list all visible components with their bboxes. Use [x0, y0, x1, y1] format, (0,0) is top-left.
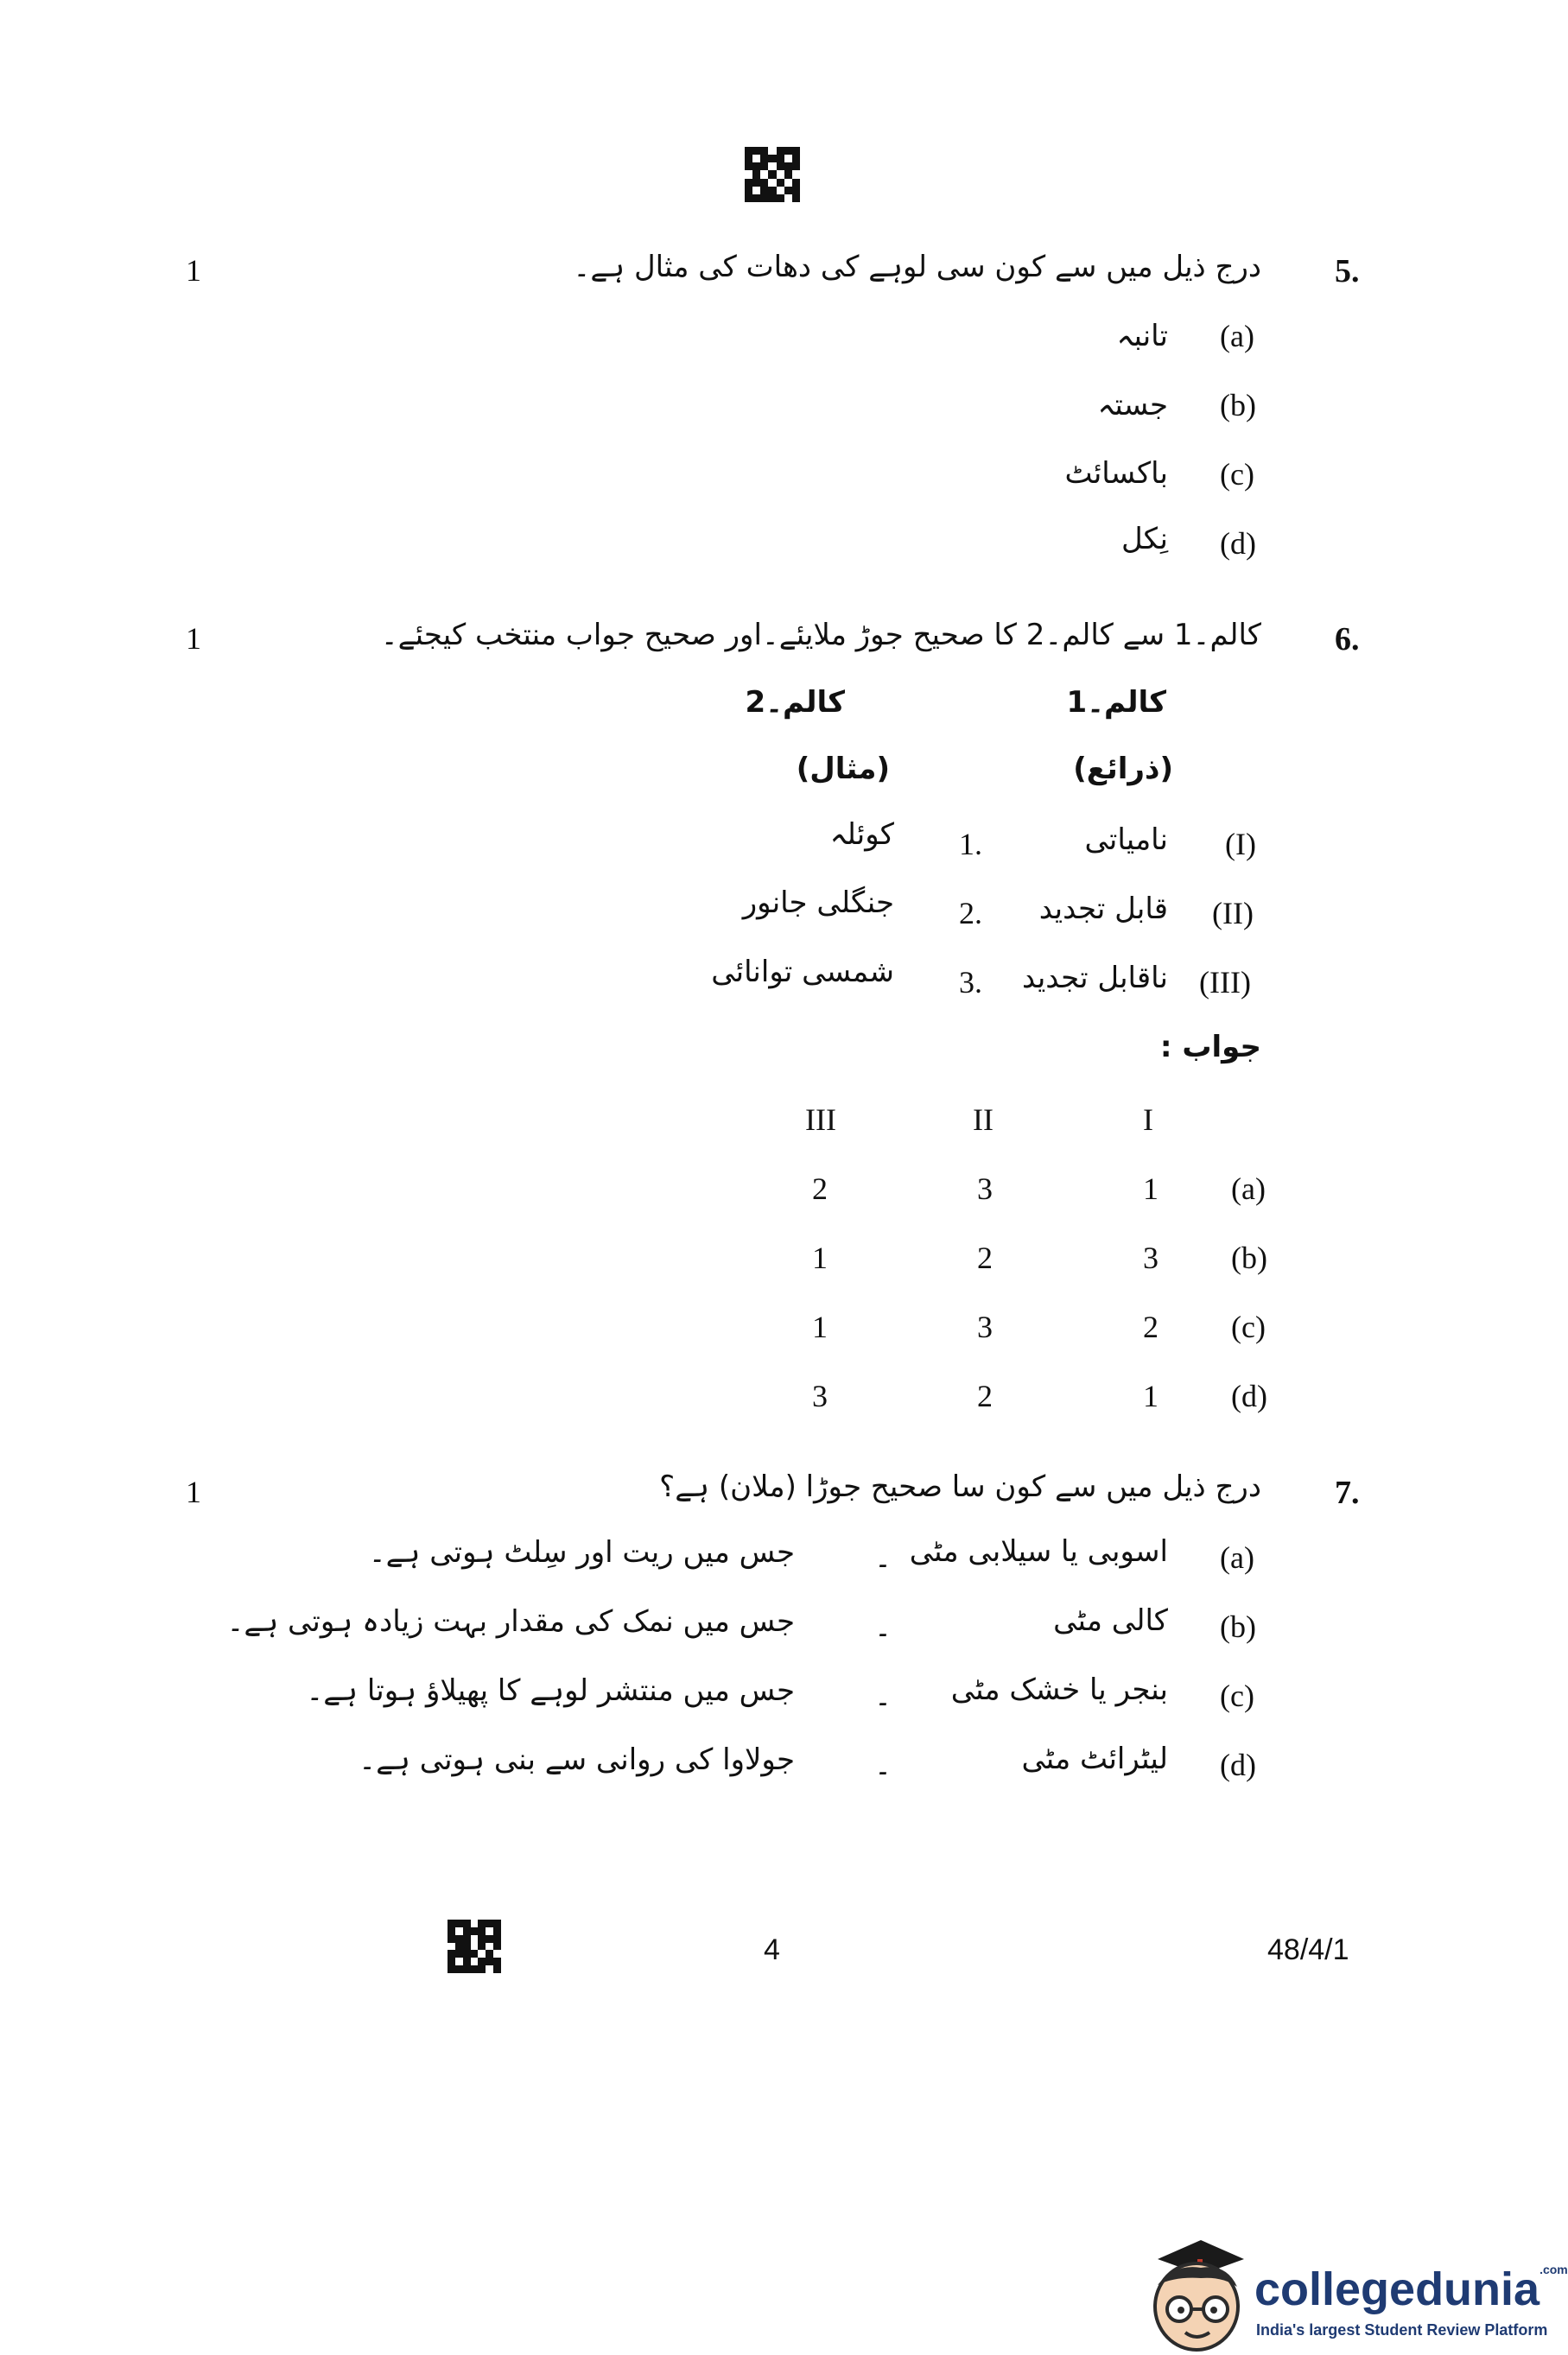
q6-answer-d-II: 2	[977, 1379, 993, 1413]
q5-marks: 1	[186, 253, 201, 288]
q7-option-c-desc: جس میں منتشر لوہے کا پھیلاؤ ہوتا ہے۔	[306, 1673, 795, 1708]
q6-answer-header-II: II	[973, 1102, 993, 1137]
q6-answer-c-II: 3	[977, 1310, 993, 1344]
q6-answer-d-label: (d)	[1231, 1379, 1267, 1413]
paper-code: 48/4/1	[1267, 1933, 1349, 1966]
q5-option-a-text: تانبہ	[1116, 319, 1168, 353]
q6-question-text: کالم۔1 سے کالم۔2 کا صحیح جوڑ ملایئے۔اور صحیح جواب منتخب کیجئے۔	[380, 618, 1261, 652]
brand-tagline: India's largest Student Review Platform	[1256, 2321, 1548, 2339]
q6-answer-b-III: 1	[812, 1241, 828, 1275]
q6-column1-subtitle: (ذرائع)	[1073, 752, 1173, 786]
q6-answer-a-III: 2	[812, 1171, 828, 1206]
q5-option-b-label: (b)	[1220, 388, 1256, 422]
brand-name	[1254, 2263, 1568, 2316]
q6-marks: 1	[186, 621, 201, 656]
q5-option-d-text: نِکل	[1121, 522, 1168, 556]
q6-row2-source: قابل تجدید	[1038, 892, 1168, 926]
q7-option-b-desc: جس میں نمک کی مقدار بہت زیادہ ہوتی ہے۔	[226, 1604, 795, 1639]
q7-option-b-label: (b)	[1220, 1609, 1256, 1644]
q7-option-a-dash: ۔	[874, 1540, 892, 1575]
q6-row3-num: 3.	[959, 965, 982, 1000]
q5-option-d-label: (d)	[1220, 526, 1256, 561]
q5-number: 5.	[1335, 253, 1360, 289]
q7-option-a-soil: اسوبی یا سیلابی مٹی	[909, 1534, 1168, 1569]
q6-row1-roman: (I)	[1225, 827, 1256, 861]
q6-row3-source: ناقابل تجدید	[1021, 961, 1168, 995]
q6-row2-num: 2.	[959, 896, 982, 930]
brand-name-text: collegedunia	[1254, 2263, 1540, 2315]
page-number: 4	[764, 1933, 780, 1966]
q7-option-b-dash: ۔	[874, 1609, 892, 1644]
q6-answer-b-I: 3	[1143, 1241, 1159, 1275]
qr-code-top	[745, 147, 800, 202]
q6-answer-a-label: (a)	[1231, 1171, 1266, 1206]
q5-option-c-text: باکسائٹ	[1064, 456, 1168, 491]
q7-option-a-desc: جس میں ریت اور سِلٹ ہوتی ہے۔	[368, 1535, 795, 1570]
q6-column2-title: کالم۔2	[745, 685, 845, 720]
q6-answer-d-III: 3	[812, 1379, 828, 1413]
q7-option-d-soil: لیٹرائٹ مٹی	[1021, 1742, 1168, 1776]
q5-option-a-label: (a)	[1220, 319, 1254, 353]
q6-answer-a-II: 3	[977, 1171, 993, 1206]
q6-row2-example: جنگلی جانور	[742, 886, 894, 920]
q7-option-c-dash: ۔	[874, 1679, 892, 1713]
brand-domain: .com	[1539, 2263, 1568, 2276]
q6-answer-header-I: I	[1143, 1102, 1153, 1137]
q7-option-c-label: (c)	[1220, 1679, 1254, 1713]
q6-row1-source: نامیاتی	[1084, 822, 1168, 857]
q6-answer-d-I: 1	[1143, 1379, 1159, 1413]
q6-answer-c-III: 1	[812, 1310, 828, 1344]
q6-answer-label: جواب :	[1159, 1030, 1261, 1064]
q6-column1-title: کالم۔1	[1066, 685, 1166, 720]
q6-answer-header-III: III	[805, 1102, 836, 1137]
q6-answer-c-label: (c)	[1231, 1310, 1266, 1344]
brand-logo	[1140, 2225, 1568, 2355]
q7-question-text: درج ذیل میں سے کون سا صحیح جوڑا (ملان) ہے؟	[659, 1469, 1261, 1504]
q6-row2-roman: (II)	[1212, 896, 1254, 930]
q6-answer-a-I: 1	[1143, 1171, 1159, 1206]
q7-option-d-label: (d)	[1220, 1748, 1256, 1782]
q7-option-c-soil: بنجر یا خشک مٹی	[950, 1673, 1168, 1707]
q7-number: 7.	[1335, 1475, 1360, 1511]
q6-number: 6.	[1335, 621, 1360, 657]
q6-row3-roman: (III)	[1199, 965, 1251, 1000]
q6-answer-b-label: (b)	[1231, 1241, 1267, 1275]
q6-answer-b-II: 2	[977, 1241, 993, 1275]
q5-question-text: درج ذیل میں سے کون سی لوہے کی دھات کی مثال ہے۔	[573, 250, 1261, 284]
student-mascot-icon	[1140, 2225, 1253, 2355]
q6-row3-example: شمسی توانائی	[711, 955, 894, 989]
q7-marks: 1	[186, 1475, 201, 1509]
qr-code-footer	[448, 1920, 501, 1973]
q6-row1-num: 1.	[959, 827, 982, 861]
q6-column2-subtitle: (مثال)	[796, 752, 890, 786]
q7-option-d-desc: جولاوا کی روانی سے بنی ہوتی ہے۔	[359, 1742, 795, 1777]
q6-answer-c-I: 2	[1143, 1310, 1159, 1344]
q7-option-d-dash: ۔	[874, 1748, 892, 1782]
q7-option-a-label: (a)	[1220, 1540, 1254, 1575]
q5-option-b-text: جستہ	[1097, 388, 1168, 422]
q7-option-b-soil: کالی مٹی	[1053, 1603, 1168, 1638]
q5-option-c-label: (c)	[1220, 457, 1254, 492]
q6-row1-example: کوئلہ	[829, 817, 894, 852]
